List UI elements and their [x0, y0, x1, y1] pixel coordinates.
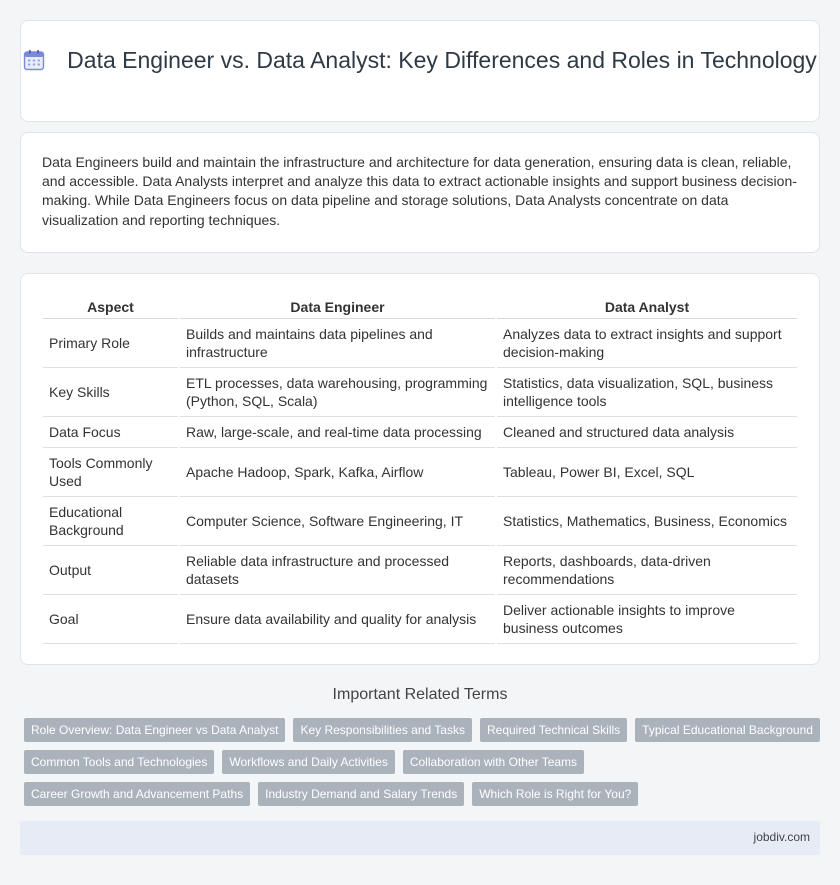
tag-required-technical-skills[interactable]: Required Technical Skills	[480, 718, 627, 742]
cell-data-analyst: Statistics, data visualization, SQL, business intelligence tools	[497, 368, 797, 417]
tag-row	[24, 750, 824, 774]
comparison-table	[41, 295, 799, 644]
cell-data-analyst: Analyzes data to extract insights and support decision-making	[497, 319, 797, 368]
header-data-analyst: Data Analyst	[497, 295, 797, 319]
calendar-icon	[23, 49, 45, 71]
cell-data-engineer: Builds and maintains data pipelines and infrastructure	[180, 319, 495, 368]
cell-data-analyst: Cleaned and structured data analysis	[497, 417, 797, 448]
cell-aspect: Educational Background	[43, 497, 178, 546]
tag-role-overview[interactable]: Role Overview: Data Engineer vs Data Analyst	[24, 718, 285, 742]
table-row	[43, 368, 797, 417]
table-row	[43, 546, 797, 595]
table-row	[43, 497, 797, 546]
table-header-row	[43, 295, 797, 319]
table-row	[43, 417, 797, 448]
tag-collaboration[interactable]: Collaboration with Other Teams	[403, 750, 584, 774]
cell-data-analyst: Deliver actionable insights to improve business outcomes	[497, 595, 797, 644]
cell-data-engineer: Reliable data infrastructure and processed datasets	[180, 546, 495, 595]
cell-aspect: Output	[43, 546, 178, 595]
table-row	[43, 319, 797, 368]
table-row	[43, 448, 797, 497]
page-title	[21, 45, 819, 75]
footer	[20, 821, 820, 855]
tag-which-role[interactable]: Which Role is Right for You?	[472, 782, 638, 806]
tag-key-responsibilities[interactable]: Key Responsibilities and Tasks	[293, 718, 472, 742]
cell-data-engineer: Raw, large-scale, and real-time data processing	[180, 417, 495, 448]
cell-aspect: Data Focus	[43, 417, 178, 448]
cell-data-analyst: Tableau, Power BI, Excel, SQL	[497, 448, 797, 497]
cell-data-engineer: Computer Science, Software Engineering, IT	[180, 497, 495, 546]
related-terms-tags	[24, 718, 824, 814]
cell-aspect: Primary Role	[43, 319, 178, 368]
table-row	[43, 595, 797, 644]
tag-row	[24, 718, 824, 742]
tag-industry-demand[interactable]: Industry Demand and Salary Trends	[258, 782, 464, 806]
cell-data-engineer: Apache Hadoop, Spark, Kafka, Airflow	[180, 448, 495, 497]
cell-aspect: Tools Commonly Used	[43, 448, 178, 497]
cell-data-analyst: Reports, dashboards, data-driven recommendations	[497, 546, 797, 595]
cell-aspect: Key Skills	[43, 368, 178, 417]
intro-card	[20, 132, 820, 253]
cell-aspect: Goal	[43, 595, 178, 644]
header-data-engineer: Data Engineer	[180, 295, 495, 319]
footer-site-link[interactable]: jobdiv.com	[753, 830, 810, 844]
cell-data-engineer: Ensure data availability and quality for analysis	[180, 595, 495, 644]
title-card	[20, 20, 820, 122]
related-terms-heading: Important Related Terms	[332, 686, 508, 703]
tag-typical-educational-background[interactable]: Typical Educational Background	[635, 718, 820, 742]
tag-career-growth[interactable]: Career Growth and Advancement Paths	[24, 782, 250, 806]
intro-paragraph: Data Engineers build and maintain the infrastructure and architecture for data generation, ensuring data is clean, reliable, and accessible. Data Analysts interpret and analyze this data to extract actionable insights and support business decision-making. While Data Engineers focus on data pipeline and storage solutions, Data Analysts concentrate on data visualization and reporting techniques.	[42, 154, 797, 228]
cell-data-analyst: Statistics, Mathematics, Business, Economics	[497, 497, 797, 546]
tag-common-tools[interactable]: Common Tools and Technologies	[24, 750, 214, 774]
tag-workflows-daily-activities[interactable]: Workflows and Daily Activities	[222, 750, 395, 774]
comparison-card	[20, 273, 820, 665]
header-aspect: Aspect	[43, 295, 178, 319]
tag-row	[24, 782, 824, 806]
page-title-text: Data Engineer vs. Data Analyst: Key Differences and Roles in Technology	[67, 47, 817, 73]
cell-data-engineer: ETL processes, data warehousing, programming (Python, SQL, Scala)	[180, 368, 495, 417]
